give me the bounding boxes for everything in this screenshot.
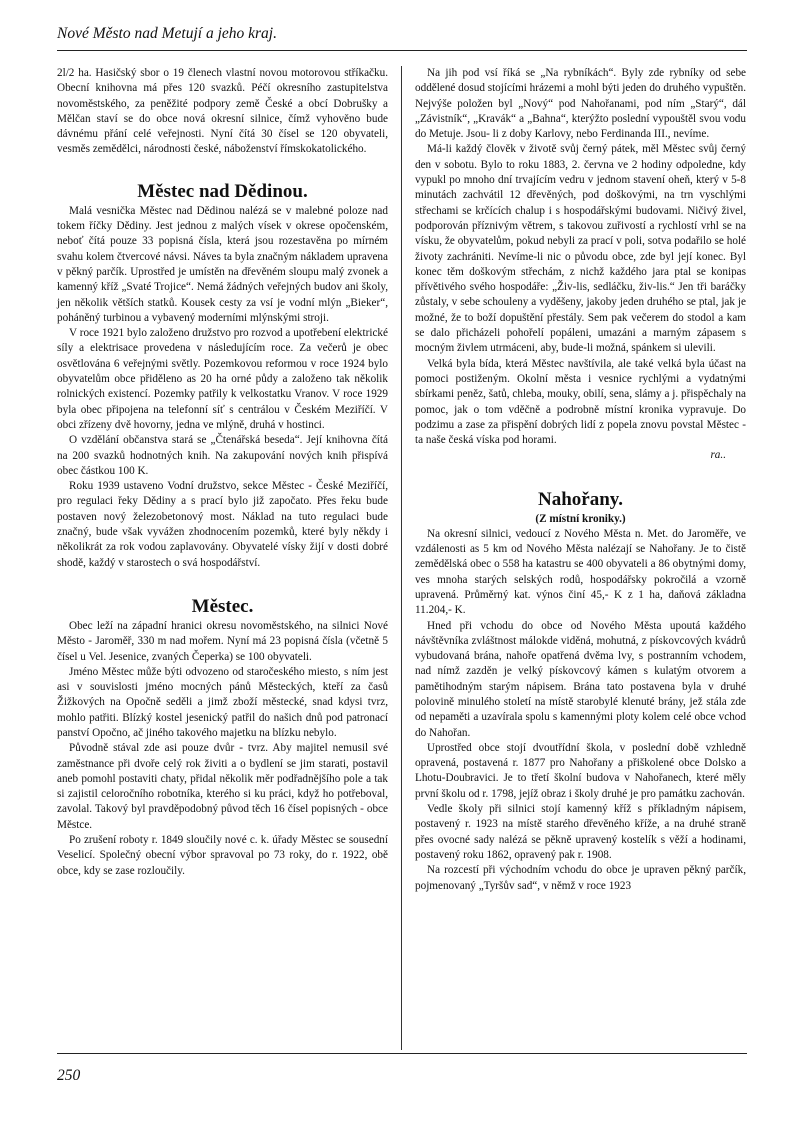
section-title-mestec-nad-dedinou: Městec nad Dědinou. [137,180,308,202]
section-subtitle: (Z místní kroniky.) [535,512,626,525]
header-divider [57,50,747,51]
right-column [415,66,746,894]
paragraph: Má-li každý člověk v životě svůj černý pátek, měl Městec svůj černý den v sobotu. Bylo to roku 1883, 2. června ve 2 hodiny odpoledne, kdy vypukl po mnoho dní trvajícím vedru v jednom stavení oheň, který v 5-8 minutách zachvátil 12 dřevěných, pod doškovými, na trn vyschlými střechami se krčících chalup i s hospodářskými budovami. Ničivý živel, podporován příznivým větrem, s takovou zuřivostí a rychlostí vrhl se na vísku, že obyvatelům, pokud nebyli za prací v poli, sotva podařilo se holé životy zachrániti. Nevíme-li nic o původu obce, zde byl její konec. Byl konec těm doškovým střechám, z nichž každého jara ptal se konipas přívětivého svého hospodáře: „Živ-lis, sedláčku, živ-lis.“ Jen tři baráčky zůstaly, v sebe schouleny a vyděšeny, jakoby jeden druhého se ptal, jak je možné, že to boží dopuštění přestály. Sem pak večerem do stodol a kam se dalo přicházeli pohořelí popáleni, umazáni a marným zápasem s mocným živlem utrmáceni, aby, bude-li možná, spánkem si ulevili. [415,143,746,355]
paragraph: Jméno Městec může býti odvozeno od staročeského miesto, s ním jest asi v souvislosti jméno mocných pánů Městeckých, kteří za časů Žižkových na Opočně seděli a jimž zboží městecké, snad kdysi tvrz, mohlo patřiti. Blízký kostel jesenický patřil do našich dnů pod patronací panství Opočno, ač jiného takového majetku na blízku nebylo. [57,665,388,739]
paragraph: Hned při vchodu do obce od Nového Města upoutá každého návštěvníka zvláštnost málokde viděná, mohutná, z pískovcových kvádrů vybudovaná brána, nahoře opatřená dvěma lvy, s postranním vchodem, nad nímž zazděn je velký pískovcový kámen s kulatým otvorem a pamětihodným starým nápisem. Brána tato postavena byla v druhé polovině minulého století na místě starobylé klenuté brány, jež stála zde od nepaměti a uzavírala spolu s kamennými ploty kolem celé obce vchod do Nahořan. [415,619,746,739]
paragraph: Roku 1939 ustaveno Vodní družstvo, sekce Městec - České Meziříčí, pro regulaci řeky Dědiny a s prací bylo již započato. Přes řeku bude postaven nový železobetonový most. Náklad na tuto regulaci bude značný, bude však vyvážen zhodnocením pozemků, které byly někdy i několikrát za rok vodou zaplavovány. Obyvatelé vísky žijí v dosti dobré shodě, každý v starostech o svá hospodářství. [57,480,388,569]
running-header: Nové Město nad Metují a jeho kraj. [57,25,277,42]
paragraph: O vzdělání občanstva stará se „Čtenářská beseda“. Její knihovna čítá na 200 svazků hodnotných knih. Na zakupování nových knih přispívá obec částkou 100 K. [57,434,388,477]
footer-divider [57,1053,747,1054]
column-divider [401,66,402,1050]
paragraph: Na rozcestí při východním vchodu do obce je upraven pěkný parčík, pojmenovaný „Tyršův sad“, v němž v roce 1923 [415,864,746,892]
paragraph: Obec leží na západní hranici okresu novoměstského, na silnici Nové Město - Jaroměř, 330 m nad mořem. Nyní má 23 popisná čísla (včetně 5 čísel u Vel. Jesenice, zvaných Čeperka) se 100 obyvateli. [57,619,388,663]
paragraph: V roce 1921 bylo založeno družstvo pro rozvod a upotřebení elektrické síly a elektrisace provedena v následujícím roce. Za večerů je obec osvětlována 6 veřejnými světly. Pozemkovou reformou v roce 1924 bylo obyvatelům obce přiděleno as 20 ha orné půdy a založeno tak několik rolnických existencí. Pozemky patřily k velkostatku Vranov. V roce 1929 byla obec připojena na telefonní síť s centrálou v Českém Meziříčí. V obci zřízeny dvě hovorny, jedna ve mlýně, druhá v hostinci. [57,327,388,431]
page-number: 250 [57,1067,81,1084]
paragraph: Na jih pod vsí říká se „Na rybníkách“. Byly zde rybníky od sebe oddělené dosud stojícími hrázemi a mohl býti jeden do druhého vypuštěn. Nejvýše položen byl „Nový“ pod Nahořanami, pod ním „Starý“, dál „Závistník“, „Kravák“ a „Bahna“, kterýžto poslední vypouštěl svou vodu do Metuje. Jsou- li z doby Karlovy, nebo Ferdinanda III., nevíme. [415,67,746,141]
author-signature: ra.. [710,449,726,462]
section-title-nahorany: Nahořany. [538,488,623,510]
paragraph: Velká byla bída, která Městec navštívila, ale také velká byla účast na pomoci postiženým. Okolní města i vesnice rychlými a vydatnými sbírkami peněz, šatů, chleba, mouky, obilí, sena, slámy a j. přispěchaly na pomoc, jak o tom vděčně a podrobně místní kronika vypravuje. Do podzimu a zase za přispění dobrých lidí z popela znovu povstal Městec - ta naše česká víska pod horami. [415,357,746,447]
paragraph: Na okresní silnici, vedoucí z Nového Města n. Met. do Jaroměře, ve vzdálenosti as 5 km od Nového Města nalézají se Nahořany. Je to čistě zemědělská obec o 558 ha katastru se 400 obyvateli a 86 obytnými domy, ves mnoha starých selských rodů, hospodářsky pokročilá a vzorně upravená. Průměrný kat. výnos činí 45,- K z 1 ha, daňová základna 11.204,- K. [415,527,746,617]
paragraph: Uprostřed obce stojí dvoutřídní škola, v poslední době vzhledně opravená, postavená r. 1877 pro Nahořany a přiškolené obce Dolsko a Lhotu-Doubravici. Je to třetí školní budova v Nahořanech, které měly první školu od r. 1798, jejíž obraz i školy druhé je pro památku zachován. [415,741,746,800]
section-title-mestec: Městec. [191,595,254,617]
paragraph: Vedle školy při silnici stojí kamenný kříž s příkladným nápisem, postavený r. 1923 na místě starého dřevěného kříže, a na druhé straně přes ovocné sady nalézá se pěkně upravený kostelík s věží a hodinami, postavený roku 1862, opravený pak r. 1908. [415,803,746,861]
paragraph: Původně stával zde asi pouze dvůr - tvrz. Aby majitel nemusil své zaměstnance při dvoře celý rok živiti a o bydlení se jim starati, postavil aneb pomohl postaviti chaty, přidal několik měr podřadnějšího pole a tak si zajistil celoročního robotníka, kterého si ku práci, když ho potřeboval, zavolal. Takový byl pravděpodobný původ těch 16 čísel popisných - obce Městce. [57,742,388,831]
paragraph: Malá vesnička Městec nad Dědinou nalézá se v malebné poloze nad tokem říčky Dědiny. Jest jednou z malých vísek v okrese opočenském, neboť čítá pouze 33 popisná čísla, která jsou rozestavěna po mírném svahu kolem čtvercové návsi. Náves ta byla značným nákladem upravena v pěkný parčík. Uprostřed je umístěn na dřevěném sloupu malý zvonek a kamenný kříž „Svaté Trojice“. Nemá žádných veřejných budov ani školy, jen několik větších statků. Kousek cesty za vsí je vodní mlýn „Bieker“, poháněný turbinou a vybavený moderními mlýnskými stroji. [57,204,388,324]
paragraph: 2l/2 ha. Hasičský sbor o 19 členech vlastní novou motorovou stříkačku. Obecní knihovna má přes 120 svazků. Péčí okresního zastupitelstva novoměstského, za peněžité podpory země České a obcí Dobrušky a Mělčan staví se do obce nová okresní silnice, čímž vyhověno bude dávnému přání celé veřejnosti. Nyní čítá 30 čísel se 120 obyvateli, vesměs zemědělci, národnosti české, náboženství římskokatolického. [57,67,388,156]
left-column [57,66,388,879]
paragraph: Po zrušení roboty r. 1849 sloučily nové c. k. úřady Městec se sousední Veselicí. Společný obecní výbor spravoval po 73 roky, do r. 1922, obě obce, kdy se zase rozloučily. [57,834,388,877]
